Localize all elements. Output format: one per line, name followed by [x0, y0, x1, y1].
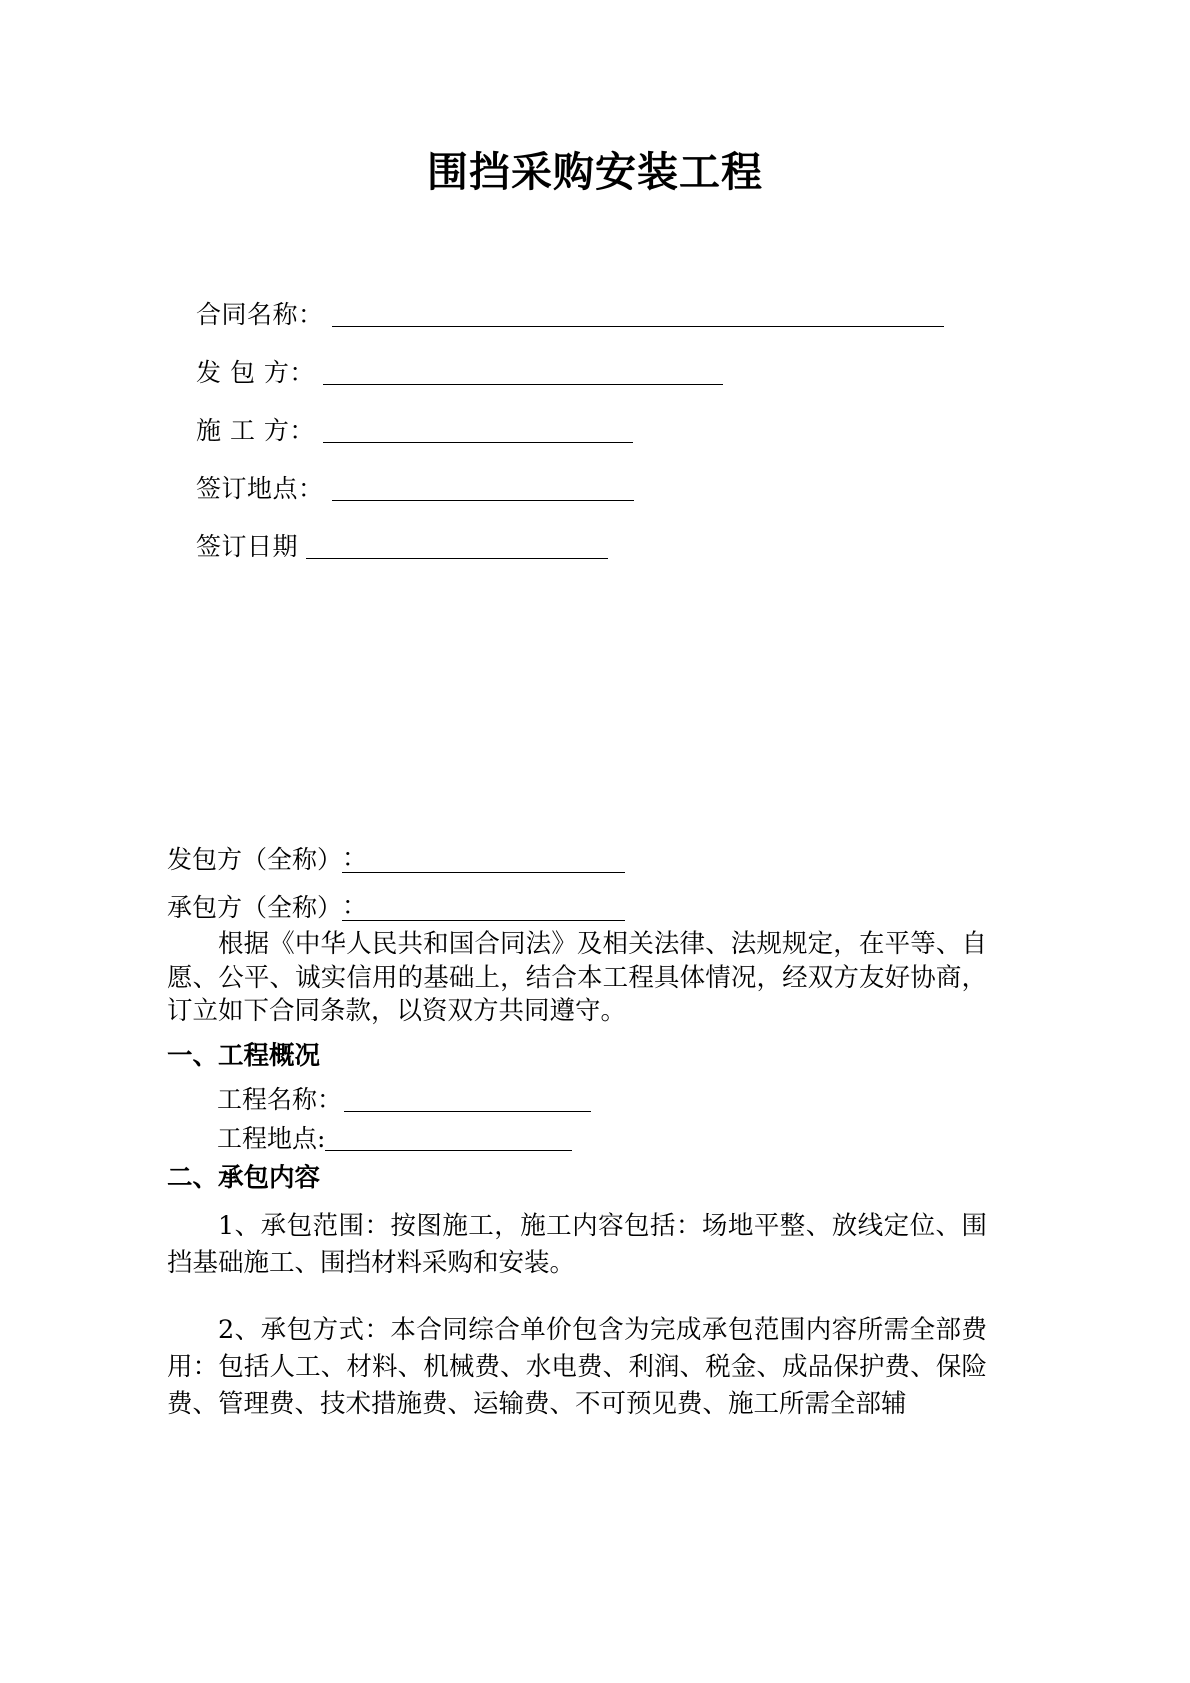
form-row-sign-date	[196, 532, 996, 559]
form-row-contract-name	[196, 300, 996, 327]
form-row-client	[196, 358, 996, 385]
party-contractor-input[interactable]	[367, 896, 625, 921]
contract-name-label: 合同名称：	[196, 300, 324, 329]
section-heading-scope-of-work: 二、承包内容	[167, 1163, 321, 1194]
scope-item-1: 1、承包范围：按图施工，施工内容包括：场地平整、放线定位、围挡基础施工、围挡材料采购和安装。	[167, 1210, 987, 1278]
field-row-project-location	[167, 1124, 987, 1154]
party-client-input[interactable]	[367, 848, 625, 873]
contractor-input[interactable]	[323, 416, 633, 443]
field-row-project-name	[167, 1085, 987, 1115]
section-heading-project-overview: 一、工程概况	[167, 1040, 321, 1071]
client-input[interactable]	[323, 358, 723, 385]
party-contractor-colon: ：	[342, 891, 368, 920]
project-name-input[interactable]	[344, 1087, 591, 1112]
project-location-label: 工程地点:	[217, 1124, 326, 1154]
sign-date-label: 签订日期	[196, 532, 299, 561]
party-row-contractor	[167, 893, 1047, 921]
contractor-label: 施 工 方：	[196, 416, 315, 445]
project-location-input[interactable]	[325, 1126, 572, 1151]
cover-form	[196, 300, 996, 590]
contract-name-input[interactable]	[332, 300, 944, 327]
form-row-contractor	[196, 416, 996, 443]
party-block	[167, 845, 1047, 941]
sign-place-label: 签订地点：	[196, 474, 324, 503]
scope-item-2: 2、承包方式：本合同综合单价包含为完成承包范围内容所需全部费用：包括人工、材料、机械费、水电费、利润、税金、成品保护费、保险费、管理费、技术措施费、运输费、不可预见费、施工所需全部辅	[167, 1314, 987, 1419]
sign-place-input[interactable]	[332, 474, 634, 501]
page-title: 围挡采购安装工程	[427, 148, 763, 196]
sign-date-input[interactable]	[306, 532, 608, 559]
preamble-paragraph: 根据《中华人民共和国合同法》及相关法律、法规规定，在平等、自愿、公平、诚实信用的基础上，结合本工程具体情况，经双方友好协商，订立如下合同条款，以资双方共同遵守。	[167, 929, 987, 1027]
party-client-colon: ：	[342, 843, 368, 872]
client-label: 发 包 方：	[196, 358, 315, 387]
party-contractor-label: 承包方（全称）	[167, 893, 343, 922]
contract-body	[167, 928, 987, 1423]
party-client-label: 发包方（全称）	[167, 845, 343, 874]
project-name-label: 工程名称：	[217, 1085, 343, 1115]
form-row-sign-place	[196, 474, 996, 501]
party-row-client	[167, 845, 1047, 873]
